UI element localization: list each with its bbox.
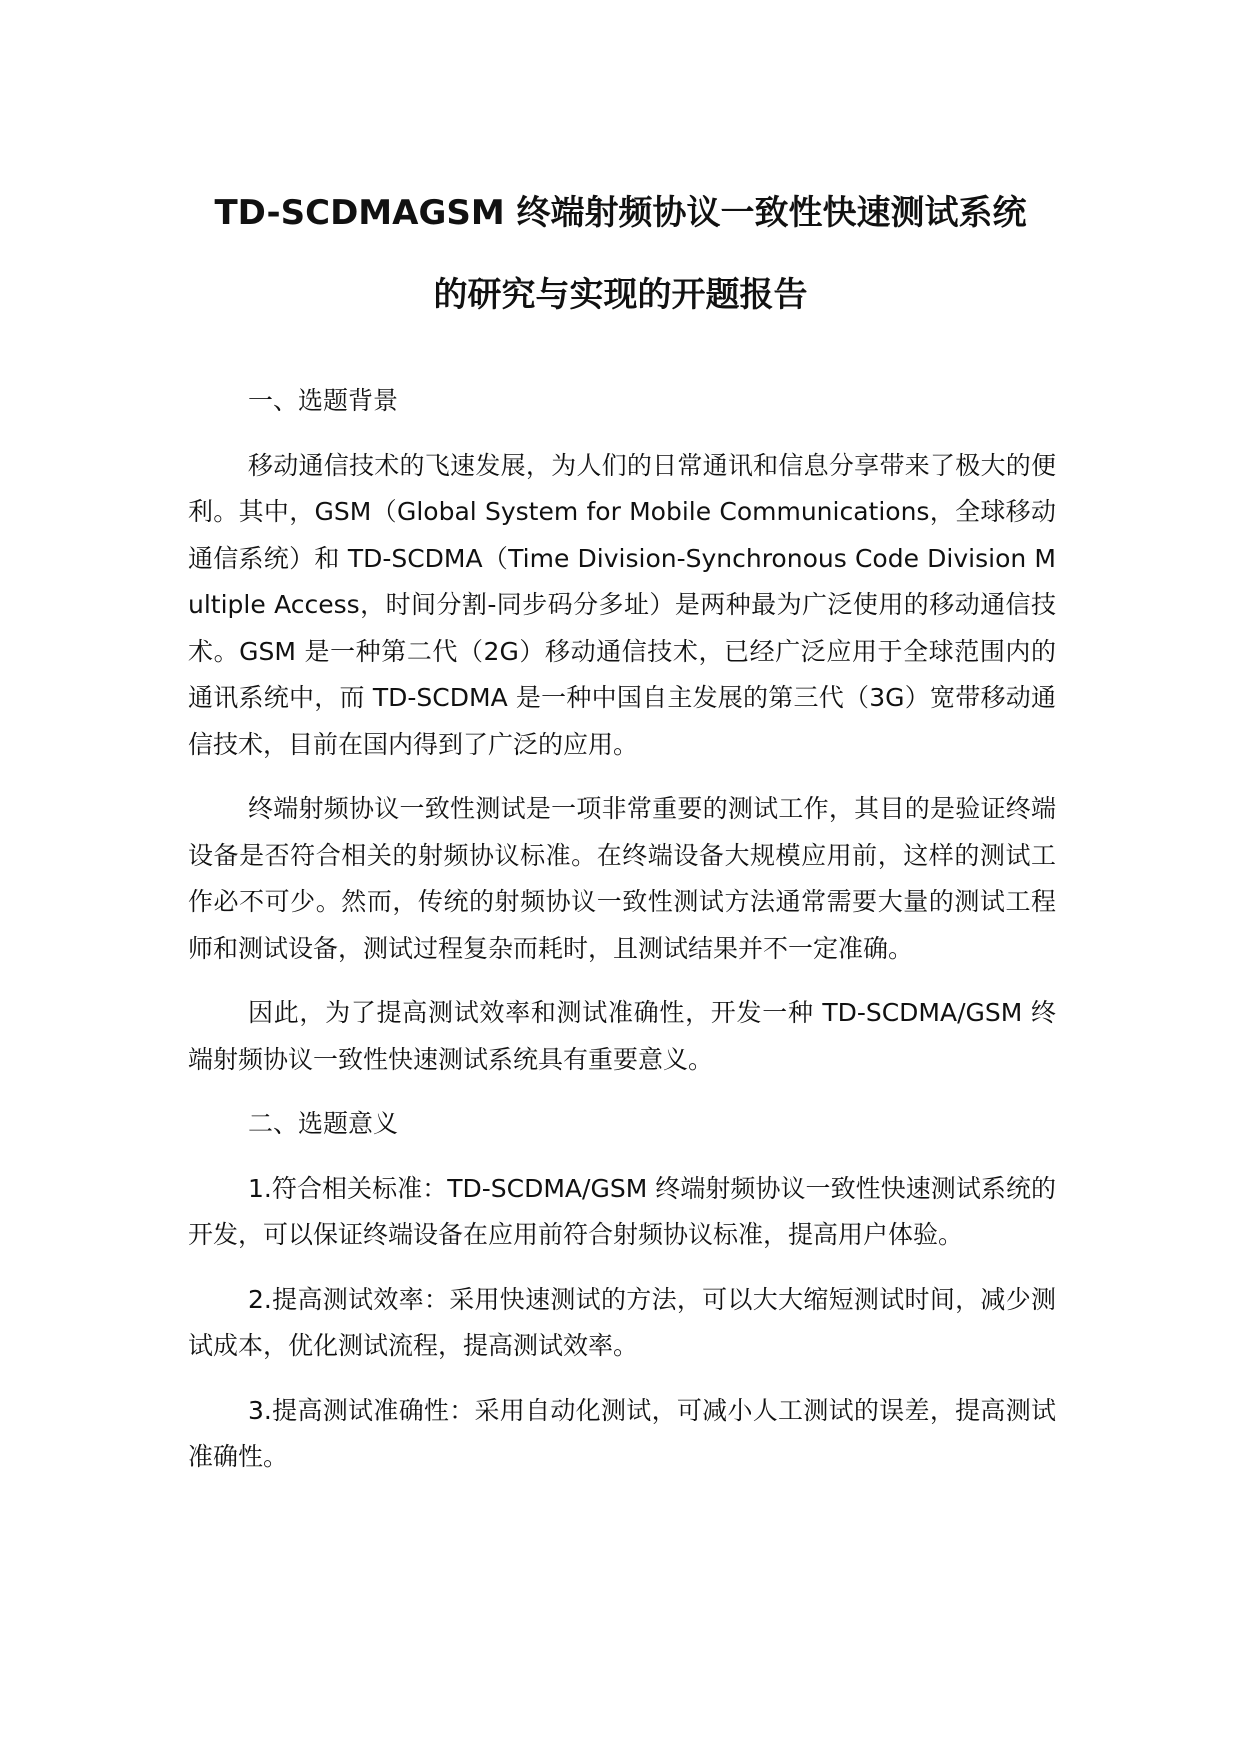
title-line-2: 的研究与实现的开题报告 [433,275,808,315]
paragraph: 2.提高测试效率：采用快速测试的方法，可以大大缩短测试时间，减少测试成本，优化测试流程，提高测试效率。 [188,1284,1056,1360]
document-title [160,172,1081,336]
paragraph: 3.提高测试准确性：采用自动化测试，可减小人工测试的误差，提高测试准确性。 [188,1395,1056,1471]
title-line-1: TD-SCDMAGSM 终端射频协议一致性快速测试系统 [214,193,1027,233]
section-heading-significance: 二、选题意义 [248,1109,399,1138]
paragraph: 因此，为了提高测试效率和测试准确性，开发一种 TD-SCDMA/GSM 终端射频协议一致性快速测试系统具有重要意义。 [188,998,1056,1074]
paragraph: 终端射频协议一致性测试是一项非常重要的测试工作，其目的是验证终端设备是否符合相关的射频协议标准。在终端设备大规模应用前，这样的测试工作必不可少。然而，传统的射频协议一致性测试方法通常需要大量的测试工程师和测试设备，测试过程复杂而耗时，且测试结果并不一定准确。 [188,794,1056,963]
section-heading-background: 一、选题背景 [248,386,399,415]
paragraph: 移动通信技术的飞速发展，为人们的日常通讯和信息分享带来了极大的便利。其中，GSM（Global System for Mobile Communications，全球移动通信系统）和 TD-SCDMA（Time Division-Synchronous Code Division Multiple Access，时间分割-同步码分多址）是两种最为广泛使用的移动通信技术。GSM 是一种第二代（2G）移动通信技术，已经广泛应用于全球范围内的通讯系统中，而 TD-SCDMA 是一种中国自主发展的第三代（3G）宽带移动通信技术，目前在国内得到了广泛的应用。 [188,450,1056,759]
paragraph: 1.符合相关标准：TD-SCDMA/GSM 终端射频协议一致性快速测试系统的开发，可以保证终端设备在应用前符合射频协议标准，提高用户体验。 [188,1173,1056,1249]
document-body [188,378,1056,1499]
